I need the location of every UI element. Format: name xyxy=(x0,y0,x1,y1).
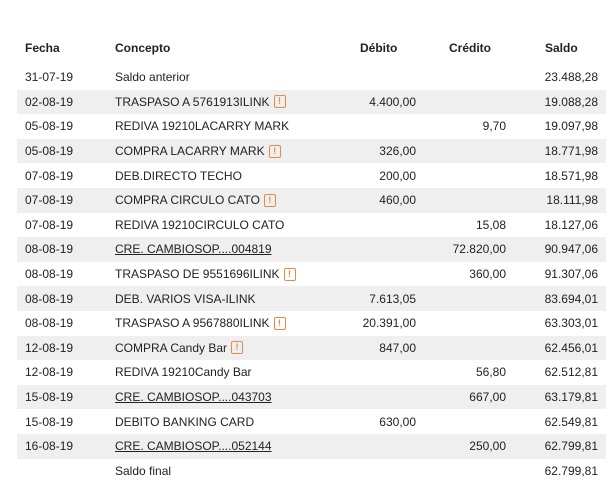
row-saldo-text: 18.127,06 xyxy=(544,217,598,232)
row-credito-text: 9,70 xyxy=(482,119,506,134)
row-credito xyxy=(453,237,506,262)
row-credito xyxy=(476,360,506,385)
row-fecha xyxy=(25,65,73,90)
table-row xyxy=(17,434,606,459)
row-saldo xyxy=(545,163,598,188)
row-concepto-link-text[interactable]: CRE. CAMBIOSOP....004819 xyxy=(115,242,272,257)
row-saldo-text: 63.303,01 xyxy=(544,316,598,331)
row-saldo xyxy=(545,262,598,287)
row-concepto-text: DEB.DIRECTO TECHO xyxy=(115,168,242,183)
row-fecha xyxy=(25,434,73,459)
row-concepto xyxy=(115,360,252,385)
row-credito-text: 72.820,00 xyxy=(452,242,506,257)
header-concepto: Concepto xyxy=(115,41,171,56)
table-row xyxy=(17,311,606,336)
row-concepto xyxy=(115,139,281,164)
row-saldo xyxy=(545,409,598,434)
row-fecha xyxy=(25,360,73,385)
row-fecha-text: 15-08-19 xyxy=(25,390,74,405)
header-fecha: Fecha xyxy=(25,41,60,56)
row-fecha-text: 15-08-19 xyxy=(25,414,74,429)
row-saldo-text: 18.571,98 xyxy=(544,168,598,183)
row-concepto xyxy=(115,262,296,287)
warning-icon[interactable]: ! xyxy=(284,268,296,281)
row-fecha xyxy=(25,213,73,238)
row-saldo xyxy=(545,114,598,139)
row-fecha xyxy=(25,139,73,164)
row-concepto-link[interactable] xyxy=(115,385,272,410)
row-fecha-text: 12-08-19 xyxy=(25,340,74,355)
row-debito-text: 200,00 xyxy=(379,168,416,183)
row-debito xyxy=(369,286,416,311)
row-concepto-text: DEB. VARIOS VISA-ILINK xyxy=(115,291,256,306)
row-saldo-text: 62.799,81 xyxy=(544,463,598,478)
row-saldo-text: 62.799,81 xyxy=(544,439,598,454)
row-concepto xyxy=(115,336,243,361)
row-debito-text: 7.613,05 xyxy=(369,291,416,306)
table-row xyxy=(17,336,606,361)
row-saldo-text: 62.456,01 xyxy=(544,340,598,355)
warning-icon[interactable]: ! xyxy=(231,341,243,354)
row-saldo-text: 91.307,06 xyxy=(544,267,598,282)
row-saldo xyxy=(545,65,598,90)
row-fecha-text: 12-08-19 xyxy=(25,365,74,380)
row-debito-text: 4.400,00 xyxy=(369,94,416,109)
row-concepto-text: DEBITO BANKING CARD xyxy=(115,414,255,429)
table-header xyxy=(17,36,606,61)
row-fecha-text: 05-08-19 xyxy=(25,144,74,159)
row-debito xyxy=(379,163,416,188)
table-row xyxy=(17,262,606,287)
row-saldo xyxy=(545,360,598,385)
row-concepto-text: TRASPASO A 9567880ILINK xyxy=(115,316,270,331)
row-concepto xyxy=(115,213,284,238)
row-fecha-text: 05-08-19 xyxy=(25,119,74,134)
table-row xyxy=(17,65,606,90)
warning-icon[interactable]: ! xyxy=(274,95,286,108)
table-row xyxy=(17,213,606,238)
row-concepto-text: REDIVA 19210Candy Bar xyxy=(115,365,252,380)
row-saldo xyxy=(545,311,598,336)
row-saldo-text: 23.488,28 xyxy=(544,70,598,85)
row-debito-text: 460,00 xyxy=(379,193,416,208)
row-saldo-text: 90.947,06 xyxy=(544,242,598,257)
row-fecha-text: 08-08-19 xyxy=(25,291,74,306)
row-concepto-text: Saldo anterior xyxy=(115,70,190,85)
row-saldo-text: 63.179,81 xyxy=(544,390,598,405)
row-concepto-text: COMPRA CIRCULO CATO xyxy=(115,193,260,208)
row-fecha-text: 07-08-19 xyxy=(25,193,74,208)
row-fecha xyxy=(25,311,73,336)
row-concepto-text: TRASPASO DE 9551696ILINK xyxy=(115,267,280,282)
row-fecha-text: 08-08-19 xyxy=(25,316,74,331)
row-saldo xyxy=(545,459,598,484)
row-saldo xyxy=(545,385,598,410)
row-debito-text: 326,00 xyxy=(379,144,416,159)
row-credito-text: 250,00 xyxy=(469,439,506,454)
row-debito-text: 20.391,00 xyxy=(362,316,416,331)
row-concepto-text: TRASPASO A 5761913ILINK xyxy=(115,94,270,109)
row-fecha-text: 08-08-19 xyxy=(25,242,74,257)
row-fecha xyxy=(25,188,73,213)
row-debito-text: 630,00 xyxy=(379,414,416,429)
row-debito xyxy=(379,336,416,361)
row-fecha xyxy=(25,336,73,361)
row-credito-text: 667,00 xyxy=(469,390,506,405)
table-row xyxy=(17,409,606,434)
row-concepto-text: Saldo final xyxy=(115,463,172,478)
row-fecha xyxy=(25,385,73,410)
row-saldo xyxy=(545,237,598,262)
row-fecha xyxy=(25,409,73,434)
row-concepto-text: REDIVA 19210LACARRY MARK xyxy=(115,119,290,134)
table-row xyxy=(17,188,606,213)
row-saldo xyxy=(545,336,598,361)
warning-icon[interactable]: ! xyxy=(264,194,276,207)
row-saldo-text: 18.111,98 xyxy=(546,193,598,208)
row-fecha-text: 16-08-19 xyxy=(25,439,74,454)
row-saldo-text: 19.088,28 xyxy=(544,94,598,109)
table-row xyxy=(17,163,606,188)
row-concepto-text: COMPRA LACARRY MARK xyxy=(115,144,265,159)
row-saldo-text: 62.549,81 xyxy=(544,414,598,429)
row-fecha-text: 31-07-19 xyxy=(25,70,74,85)
row-saldo xyxy=(545,213,598,238)
row-fecha-text: 07-08-19 xyxy=(25,168,74,183)
table-row xyxy=(17,114,606,139)
row-saldo-text: 18.771,98 xyxy=(544,144,598,159)
row-fecha xyxy=(25,286,73,311)
table-row xyxy=(17,90,606,115)
row-debito xyxy=(369,90,416,115)
row-fecha xyxy=(25,262,73,287)
row-concepto xyxy=(115,163,242,188)
header-debito: Débito xyxy=(360,41,398,56)
row-debito-text: 847,00 xyxy=(379,340,416,355)
row-fecha xyxy=(25,114,73,139)
row-concepto xyxy=(115,188,276,213)
row-fecha xyxy=(25,237,73,262)
row-credito xyxy=(469,385,506,410)
row-fecha xyxy=(25,90,73,115)
row-concepto-link-text[interactable]: CRE. CAMBIOSOP....043703 xyxy=(115,390,272,405)
row-concepto xyxy=(115,114,289,139)
row-concepto xyxy=(115,459,171,484)
row-debito xyxy=(379,188,416,213)
row-saldo xyxy=(545,286,598,311)
row-concepto xyxy=(115,90,286,115)
row-concepto xyxy=(115,409,254,434)
row-credito xyxy=(483,114,506,139)
row-credito xyxy=(469,262,506,287)
row-saldo-text: 62.512,81 xyxy=(544,365,598,380)
header-saldo: Saldo xyxy=(545,41,578,56)
row-credito-text: 360,00 xyxy=(469,267,506,282)
row-concepto xyxy=(115,286,255,311)
table-row xyxy=(17,286,606,311)
header-credito: Crédito xyxy=(449,41,491,56)
row-credito-text: 15,08 xyxy=(475,217,506,232)
row-debito xyxy=(379,409,416,434)
row-saldo xyxy=(545,90,598,115)
row-credito xyxy=(469,434,506,459)
warning-icon[interactable]: ! xyxy=(269,145,281,158)
row-concepto-link[interactable] xyxy=(115,237,272,262)
row-debito xyxy=(363,311,416,336)
row-saldo-text: 19.097,98 xyxy=(544,119,598,134)
row-fecha-text: 08-08-19 xyxy=(25,267,74,282)
table-row xyxy=(17,237,606,262)
warning-icon[interactable]: ! xyxy=(274,317,286,330)
row-concepto-link-text[interactable]: CRE. CAMBIOSOP....052144 xyxy=(115,439,272,454)
row-saldo-text: 83.694,01 xyxy=(544,291,598,306)
table-row xyxy=(17,139,606,164)
table-row xyxy=(17,385,606,410)
table-row xyxy=(17,459,606,484)
row-fecha-text: 07-08-19 xyxy=(25,217,74,232)
row-concepto-text: REDIVA 19210CIRCULO CATO xyxy=(115,217,285,232)
row-concepto-link[interactable] xyxy=(115,434,272,459)
row-credito xyxy=(476,213,506,238)
row-debito xyxy=(379,139,416,164)
row-saldo xyxy=(546,188,598,213)
row-saldo xyxy=(545,434,598,459)
table-row xyxy=(17,360,606,385)
row-fecha xyxy=(25,163,73,188)
row-concepto-text: COMPRA Candy Bar xyxy=(115,340,228,355)
row-concepto xyxy=(115,311,286,336)
row-saldo xyxy=(545,139,598,164)
row-concepto xyxy=(115,65,190,90)
row-credito-text: 56,80 xyxy=(475,365,506,380)
row-fecha-text: 02-08-19 xyxy=(25,94,74,109)
